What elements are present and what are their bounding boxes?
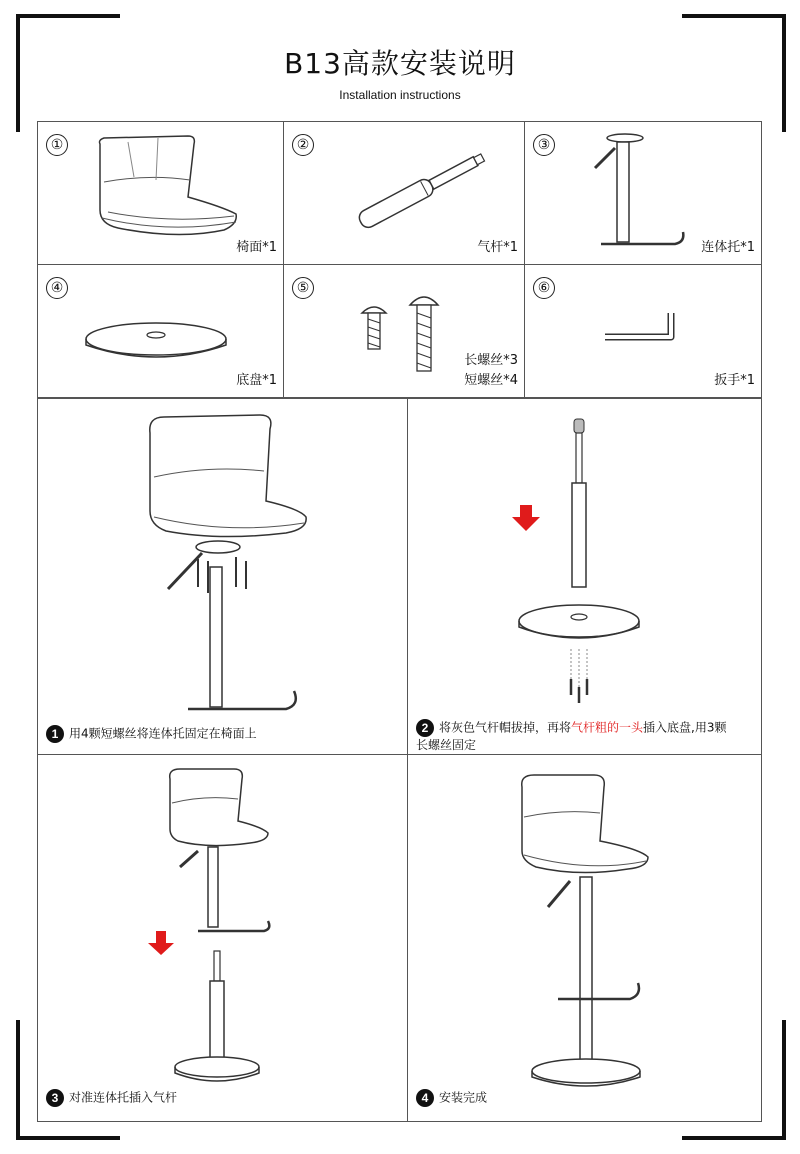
part-label-screws xyxy=(464,351,518,391)
part-number: ⑤ xyxy=(292,277,314,299)
long-screw-label: 长螺丝*3 xyxy=(464,353,518,368)
part-cell-4 xyxy=(37,264,284,398)
part-cell-1 xyxy=(37,121,284,265)
short-screw-label: 短螺丝*4 xyxy=(464,373,518,388)
page-subtitle: Installation instructions xyxy=(339,88,461,102)
part-number: ② xyxy=(292,134,314,156)
part-cell-3 xyxy=(524,121,762,265)
step-text-highlight: 气杆粗的一头 xyxy=(571,720,644,735)
step1-illustration xyxy=(38,399,409,756)
part-label: 扳手*1 xyxy=(714,373,755,388)
part-number: ③ xyxy=(533,134,555,156)
step-cell-3 xyxy=(37,754,408,1122)
part-label: 椅面*1 xyxy=(236,240,277,255)
step-text: 安装完成 xyxy=(439,1090,488,1105)
step4-illustration xyxy=(408,755,763,1123)
part-cell-5 xyxy=(283,264,525,398)
step-badge: 4 xyxy=(416,1089,434,1107)
step-text: 对准连体托插入气杆 xyxy=(69,1090,178,1105)
step-caption xyxy=(46,725,257,743)
step-caption xyxy=(416,1089,487,1107)
part-number: ⑥ xyxy=(533,277,555,299)
step-text-after: 插入底盘,用3颗 xyxy=(643,720,727,735)
part-cell-6 xyxy=(524,264,762,398)
part-number: ④ xyxy=(46,277,68,299)
step-cell-2 xyxy=(407,398,762,755)
step-badge: 2 xyxy=(416,719,434,737)
part-label: 底盘*1 xyxy=(236,373,277,388)
step-text-before: 将灰色气杆帽拔掉，再将 xyxy=(439,720,572,735)
page-title: B13高款安装说明 xyxy=(284,47,516,80)
step-text-line2: 长螺丝固定 xyxy=(416,738,477,752)
part-number: ① xyxy=(46,134,68,156)
step-badge: 1 xyxy=(46,725,64,743)
step-caption xyxy=(46,1089,177,1107)
part-cell-2 xyxy=(283,121,525,265)
step-cell-1 xyxy=(37,398,408,755)
step-cell-4 xyxy=(407,754,762,1122)
step3-illustration xyxy=(38,755,409,1123)
step2-illustration xyxy=(408,399,763,756)
step-text: 用4颗短螺丝将连体托固定在椅面上 xyxy=(69,726,257,741)
part-label: 连体托*1 xyxy=(701,240,755,255)
step-caption xyxy=(416,719,726,753)
step-badge: 3 xyxy=(46,1089,64,1107)
part-label: 气杆*1 xyxy=(477,240,518,255)
